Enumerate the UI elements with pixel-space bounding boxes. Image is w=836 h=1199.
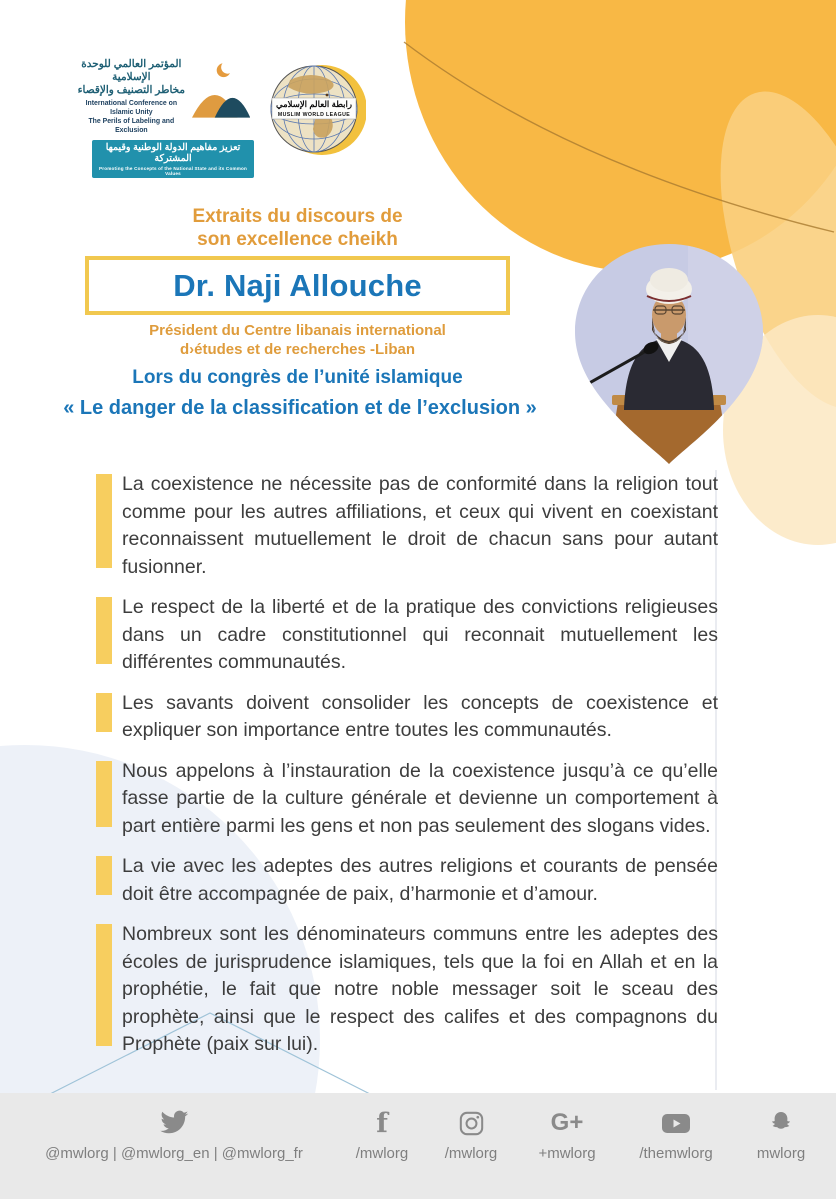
conference-banner (92, 140, 254, 178)
kicker-text (85, 205, 510, 251)
quote-item (96, 853, 718, 908)
kicker-line-2: son excellence cheikh (197, 229, 398, 251)
quote-bar (96, 856, 112, 895)
speaker-name: Dr. Naji Allouche (173, 267, 422, 303)
quote-item (96, 758, 718, 841)
social-item-facebook[interactable] (339, 1107, 425, 1162)
mwl-arabic-name: رابطة العالم الإسلامي (275, 99, 353, 109)
speaker-photo (568, 238, 770, 471)
googleplus-handle[interactable]: +mwlorg (538, 1145, 596, 1162)
quotes-list (96, 471, 718, 1072)
quote-text: Nous appelons à l’instauration de la coexistence jusqu’à ce qu’elle fasse partie de la culture générale et devienne un comportement à part entière parmi les gens et non pas seulement des slogans vides. (122, 759, 718, 837)
quote-text: Nombreux sont les dénominateurs communs entre les adeptes des écoles de jurisprudence islamiques, tels que la foi en Allah et en la prophétie, le fait que notre noble messager soit le sceau des prophète, ainsi que le respect des califes et des compagnons du Prophète (paix sur lui). (122, 923, 718, 1055)
quote-item (96, 471, 718, 581)
youtube-icon[interactable] (660, 1107, 692, 1139)
instagram-handle[interactable]: /mwlorg (444, 1145, 498, 1162)
snapchat-handle[interactable]: mwlorg (756, 1145, 806, 1162)
facebook-handle[interactable]: /mwlorg (355, 1145, 409, 1162)
facebook-icon[interactable]: f (376, 1107, 388, 1139)
speaker-role-line-1: Président du Centre libanais international (149, 322, 446, 339)
quote-item (96, 594, 718, 677)
instagram-icon[interactable] (458, 1107, 485, 1139)
quote-item (96, 921, 718, 1059)
youtube-handle[interactable]: /themwlorg (639, 1145, 713, 1162)
conference-logo (74, 58, 250, 178)
snapchat-icon[interactable] (768, 1107, 794, 1139)
social-item-instagram[interactable] (425, 1107, 517, 1162)
quote-bar (96, 761, 112, 828)
conference-banner-english: Promoting the Concepts of the National State and its Common Values (98, 166, 248, 177)
quote-text: Le respect de la liberté et de la pratique des convictions religieuses dans un cadre constitutionnel qui reconnait mutuellement les différentes communautés. (122, 596, 718, 673)
social-item-snapchat[interactable] (735, 1107, 827, 1162)
event-title-line-2: « Le danger de la classification et de l’exclusion » (63, 397, 537, 419)
twitter-handles[interactable]: @mwlorg | @mwlorg_en | @mwlorg_fr (45, 1145, 303, 1162)
speaker-name-box (85, 256, 510, 315)
conference-english-title-1: International Conference on Islamic Unity (85, 100, 178, 117)
mountains-crescent-icon (191, 58, 250, 122)
quote-text: La coexistence ne nécessite pas de conformité dans la religion tout comme pour les autres affiliations, et ceux qui vivent en coexistant reconnaissent mutuellement le droit de chacun sans pour autant fusionner. (122, 473, 718, 578)
quote-bar (96, 474, 112, 568)
speaker-role (85, 322, 510, 360)
quote-item (96, 690, 718, 745)
kicker-line-1: Extraits du discours de (192, 206, 403, 227)
event-title-line-1: Lors du congrès de l’unité islamique (132, 367, 463, 388)
speaker-photo-illustration (568, 238, 770, 466)
social-item-googleplus[interactable] (517, 1107, 617, 1162)
twitter-icon[interactable] (159, 1107, 189, 1139)
social-item-twitter[interactable] (9, 1107, 339, 1162)
mwl-logo (270, 60, 366, 165)
googleplus-icon[interactable]: G+ (550, 1109, 584, 1136)
quote-text: Les savants doivent consolider les concepts de coexistence et expliquer son importance entre toutes les communautés. (122, 691, 718, 741)
conference-arabic-title-1: المؤتمر العالمي للوحدة الإسلامية (81, 58, 182, 84)
speaker-role-line-2: d›études et de recherches -Liban (179, 340, 416, 358)
quote-text: La vie avec les adeptes des autres religions et courants de pensée doit être accompagnée de paix, d’harmonie et d’amour. (122, 855, 718, 905)
footer-social-bar (0, 1093, 836, 1199)
social-item-youtube[interactable] (617, 1107, 735, 1162)
globe-crescent-icon (270, 60, 366, 160)
quote-bar (96, 924, 112, 1046)
mwl-english-name: MUSLIM WORLD LEAGUE (277, 112, 351, 118)
conference-arabic-title-2: مخاطر التصنيف والإقصاء (77, 84, 186, 97)
conference-banner-arabic: تعزيز مفاهيم الدولة الوطنية وقيمها المشتركة (105, 142, 241, 165)
conference-english-title-2: The Perils of Labeling and Exclusion (88, 118, 175, 135)
quote-bar (96, 693, 112, 732)
quote-bar (96, 597, 112, 664)
